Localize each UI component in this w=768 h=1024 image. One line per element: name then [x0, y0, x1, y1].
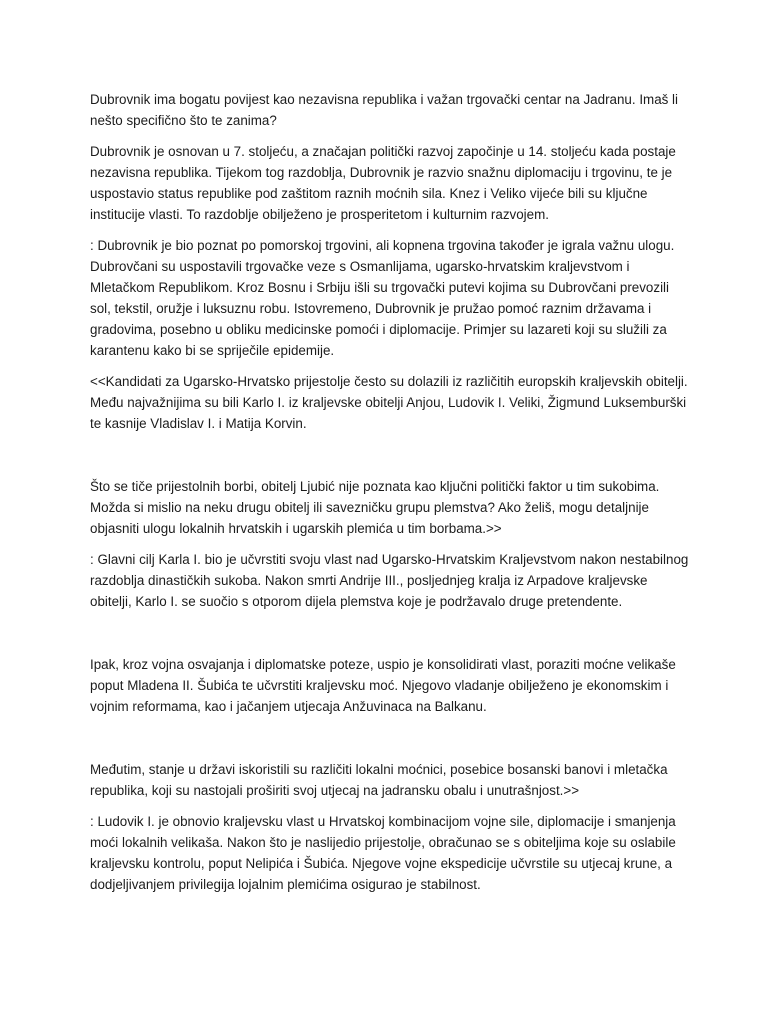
paragraph: Dubrovnik ima bogatu povijest kao nezavisna republika i važan trgovački centar na Jadranu. Imaš li nešto specifično što te zanima? — [90, 92, 679, 128]
blank-line — [90, 622, 690, 654]
paragraph: : Glavni cilj Karla I. bio je učvrstiti svoju vlast nad Ugarsko-Hrvatskim Kraljevstvom nakon nestabilnog razdoblja dinastičkih sukoba. Nakon smrti Andrije III., posljednjeg kralja iz Arpadove kraljevske obitelji, Karlo I. se suočio s otporom dijela plemstva koje je podržavalo druge pretendente. — [90, 552, 689, 609]
paragraph: Što se tiče prijestolnih borbi, obitelj Ljubić nije poznata kao ključni politički faktor u tim sukobima. Možda si mislio na neku drugu obitelj ili savezničku grupu plemstva? Ako želiš, mogu detaljnije objasniti ulogu lokalnih hrvatskih i ugarskih plemića u tim borbama.>> — [90, 479, 660, 536]
paragraph: : Ludovik I. je obnovio kraljevsku vlast u Hrvatskoj kombinacijom vojne sile, diplomacije i smanjenja moći lokalnih velikaša. Nakon što je naslijedio prijestolje, obračunao se s obiteljima koje su oslabile kraljevsku kontrolu, poput Nelipića i Šubića. Njegove vojne ekspedicije učvrstile su utjecaj krune, a dodjeljivanjem privilegija lojalnim plemićima osigurao je stabilnost. — [90, 814, 676, 892]
paragraph: : Dubrovnik je bio poznat po pomorskoj trgovini, ali kopnena trgovina također je igrala važnu ulogu. Dubrovčani su uspostavili trgovačke veze s Osmanlijama, ugarsko-hrvatskim kraljevstvom i Mletačkom Republikom. Kroz Bosnu i Srbiju išli su trgovački putevi kojima su Dubrovčani prevozili sol, tekstil, oružje i luksuznu robu. Istovremeno, Dubrovnik je pružao pomoć raznim državama i gradovima, posebno u obliku medicinske pomoći i diplomacije. Primjer su lazareti koji su služili za karantenu kako bi se spriječile epidemije. — [90, 238, 675, 358]
paragraph: Međutim, stanje u državi iskoristili su različiti lokalni moćnici, posebice bosanski banovi i mletačka republika, koji su nastojali proširiti svoj utjecaj na jadransku obalu i unutrašnjost.>> — [90, 762, 668, 798]
document-body — [90, 89, 690, 905]
paragraph: Ipak, kroz vojna osvajanja i diplomatske poteze, uspio je konsolidirati vlast, poraziti moćne velikaše poput Mladena II. Šubića te učvrstiti kraljevsku moć. Njegovo vladanje obilježeno je ekonomskim i vojnim reformama, kao i jačanjem utjecaja Anžuvinaca na Balkanu. — [90, 657, 676, 714]
blank-line — [90, 727, 690, 759]
paragraph: <<Kandidati za Ugarsko-Hrvatsko prijestolje često su dolazili iz različitih europskih kraljevskih obitelji. Među najvažnijima su bili Karlo I. iz kraljevske obitelji Anjou, Ludovik I. Veliki, Žigmund Luksemburški te kasnije Vladislav I. i Matija Korvin. — [90, 374, 688, 431]
paragraph: Dubrovnik je osnovan u 7. stoljeću, a značajan politički razvoj započinje u 14. stoljeću kada postaje nezavisna republika. Tijekom tog razdoblja, Dubrovnik je razvio snažnu diplomaciju i trgovinu, te je uspostavio status republike pod zaštitom raznih moćnih sila. Knez i Veliko vijeće bili su ključne institucije vlasti. To razdoblje obilježeno je prosperitetom i kulturnim razvojem. — [90, 144, 676, 222]
blank-line — [90, 444, 690, 476]
